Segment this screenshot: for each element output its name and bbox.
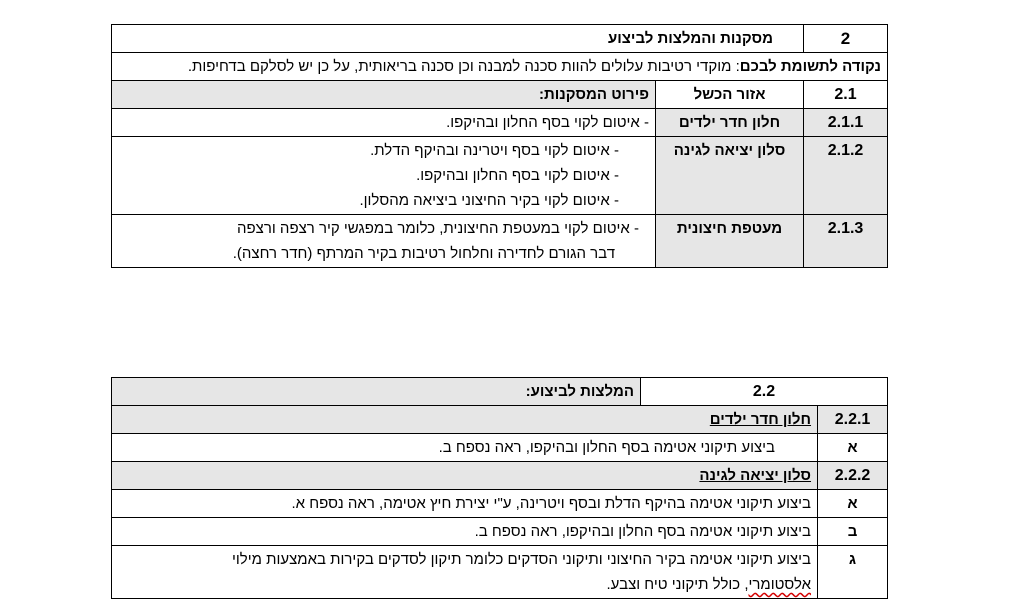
group-number: 2.2.1 bbox=[818, 406, 888, 434]
item-letter: א bbox=[818, 490, 888, 518]
group-row bbox=[112, 406, 888, 434]
item-text-part: , כולל תיקוני טיח וצבע. bbox=[606, 576, 749, 593]
row-details bbox=[112, 137, 656, 215]
section-number: 2.2 bbox=[752, 383, 776, 400]
list-item bbox=[112, 434, 888, 462]
row-area: מעטפת חיצונית bbox=[656, 215, 804, 268]
detail-line: - איטום לקוי בסף החלון ובהיקפו. bbox=[416, 167, 620, 184]
item-text: ביצוע תיקוני אטימה בסף החלון ובהיקפו, ראה נספח ב. bbox=[112, 434, 818, 462]
detail-line: - איטום לקוי בסף החלון ובהיקפו. bbox=[446, 114, 650, 131]
header-conclusion-details: פירוט המסקנות: bbox=[112, 81, 656, 109]
detail-line: - איטום לקוי בקיר החיצוני ביציאה מהסלון. bbox=[359, 192, 620, 209]
detail-line: - איטום לקוי במעטפת החיצונית, כלומר במפגשי קיר רצפה ורצפה bbox=[237, 220, 640, 237]
row-details bbox=[112, 109, 656, 137]
item-text bbox=[112, 546, 818, 599]
item-letter: ב bbox=[818, 518, 888, 546]
group-number: 2.2.2 bbox=[818, 462, 888, 490]
row-number: 2.1.3 bbox=[804, 215, 888, 268]
list-item bbox=[112, 518, 888, 546]
recommendations-header bbox=[112, 378, 888, 406]
item-text-part: ביצוע תיקוני אטימה בקיר החיצוני ותיקוני הסדקים כלומר תיקון לסדקים בקירות באמצעות מילוי bbox=[232, 551, 812, 568]
item-letter: ג bbox=[818, 546, 888, 599]
row-number: 2.1.1 bbox=[804, 109, 888, 137]
section-number: 2 bbox=[804, 25, 888, 53]
attention-note bbox=[112, 53, 888, 81]
list-item bbox=[112, 490, 888, 518]
section-title: מסקנות והמלצות לביצוע bbox=[112, 25, 804, 53]
detail-line: - איטום לקוי בסף ויטרינה ובהיקף הדלת. bbox=[370, 142, 620, 159]
spellcheck-underlined-word: אלסטומרי bbox=[748, 576, 812, 593]
header-number: 2.1 bbox=[804, 81, 888, 109]
item-text: ביצוע תיקוני אטימה בסף החלון ובהיקפו, ראה נספח ב. bbox=[112, 518, 818, 546]
table-row bbox=[112, 109, 888, 137]
group-row bbox=[112, 462, 888, 490]
row-area: חלון חדר ילדים bbox=[656, 109, 804, 137]
row-details bbox=[112, 215, 656, 268]
item-text: ביצוע תיקוני אטימה בהיקף הדלת ובסף ויטרינה, ע"י יצירת חיץ אטימה, ראה נספח א. bbox=[112, 490, 818, 518]
detail-line: דבר הגורם לחדירה וחלחול רטיבות בקיר המרתף (חדר רחצה). bbox=[232, 245, 616, 262]
recommendations-table bbox=[111, 377, 888, 599]
list-item bbox=[112, 546, 888, 599]
section-title: המלצות לביצוע: bbox=[112, 378, 641, 405]
table-row bbox=[112, 137, 888, 215]
conclusions-table bbox=[111, 24, 888, 268]
item-letter: א bbox=[818, 434, 888, 462]
attention-note-text: : מוקדי רטיבות עלולים להוות סכנה למבנה וכן סכנה בריאותית, על כן יש לסלקם בדחיפות. bbox=[187, 58, 740, 75]
row-area: סלון יציאה לגינה bbox=[656, 137, 804, 215]
row-number: 2.1.2 bbox=[804, 137, 888, 215]
header-failure-area: אזור הכשל bbox=[656, 81, 804, 109]
group-title: חלון חדר ילדים bbox=[112, 406, 818, 434]
table-row bbox=[112, 215, 888, 268]
group-title: סלון יציאה לגינה bbox=[112, 462, 818, 490]
attention-note-label: נקודה לתשומת לבכם bbox=[739, 58, 882, 75]
